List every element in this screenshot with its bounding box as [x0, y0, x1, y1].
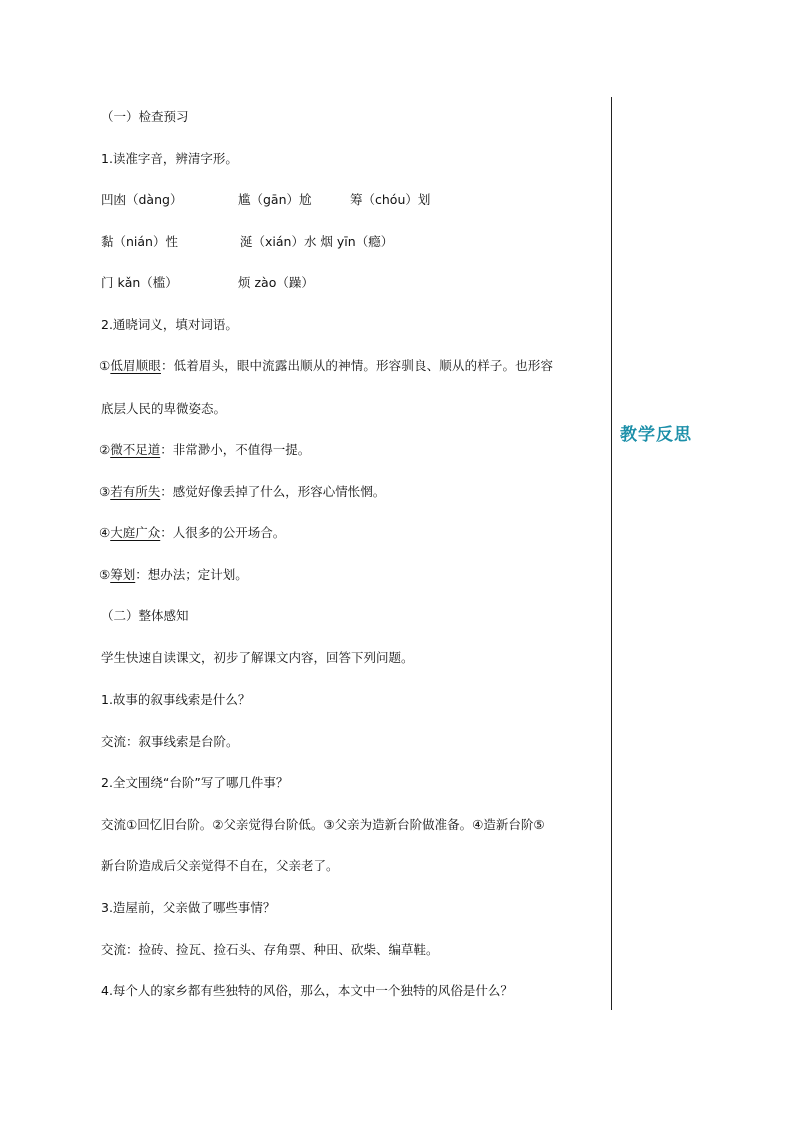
question-1: 1.读准字音，辨清字形。 — [101, 151, 238, 166]
question-1: 1.故事的叙事线索是什么？ — [101, 692, 251, 707]
pinyin-item: 筹（chóu）划 — [350, 192, 431, 207]
vocab-definition: ：非常渺小，不值得一提。 — [160, 442, 311, 457]
vocab-definition: ：低着眉头，眼中流露出顺从的神情。形容驯良、顺从的样子。也形容 — [160, 358, 554, 373]
question-4: 4.每个人的家乡都有些独特的风俗，那么，本文中一个独特的风俗是什么？ — [101, 983, 513, 998]
item-number: ⑤ — [99, 567, 111, 582]
question-3: 3.造屋前，父亲做了哪些事情？ — [101, 900, 276, 915]
vocab-item-2 — [99, 441, 310, 459]
pinyin-row-1 — [101, 191, 601, 209]
teaching-reflection-title: 教学反思 — [620, 425, 692, 445]
item-number: ② — [99, 442, 111, 457]
pinyin-item: 烦 zào（躁） — [238, 275, 314, 290]
pinyin-item: 门 kǎn（槛） — [101, 275, 178, 290]
answer-3: 交流：捡砖、捡瓦、捡石头、存角票、种田、砍柴、编草鞋。 — [101, 942, 439, 957]
vocab-item-3 — [99, 483, 385, 501]
answer-2: 交流①回忆旧台阶。②父亲觉得台阶低。③父亲为造新台阶做准备。④造新台阶⑤ — [101, 817, 545, 832]
item-number: ① — [99, 358, 111, 373]
vocab-item-1-continued: 底层人民的卑微姿态。 — [101, 401, 227, 416]
pinyin-row-3 — [101, 274, 601, 292]
answer-2-continued: 新台阶造成后父亲觉得不自在，父亲老了。 — [101, 858, 339, 873]
pinyin-row-2 — [101, 233, 601, 251]
vocab-term: 筹划 — [110, 567, 136, 582]
question-2: 2.通晓词义，填对词语。 — [101, 317, 238, 332]
answer-1: 交流：叙事线索是台阶。 — [101, 734, 239, 749]
question-2: 2.全文围绕“台阶”写了哪几件事？ — [101, 775, 289, 790]
section-heading-preview: （一）检查预习 — [101, 109, 189, 124]
pinyin-item: 黏（nián）性 — [101, 234, 178, 249]
vocab-term: 大庭广众 — [110, 525, 161, 540]
vocab-term: 低眉顺眼 — [110, 358, 161, 373]
vocab-item-1 — [99, 357, 553, 375]
vocab-definition: ：感觉好像丢掉了什么，形容心情怅惘。 — [160, 484, 386, 499]
vocab-item-4 — [99, 524, 285, 542]
pinyin-item: 凹凼（dàng） — [101, 192, 183, 207]
vocab-definition: ：人很多的公开场合。 — [160, 525, 286, 540]
pinyin-item: 涎（xián）水 烟 yīn（瘾） — [240, 234, 394, 249]
column-divider — [611, 97, 612, 1010]
pinyin-item: 尴（gān）尬 — [238, 192, 312, 207]
item-number: ④ — [99, 525, 111, 540]
vocab-item-5 — [99, 566, 248, 584]
section-heading-overview: （二）整体感知 — [101, 608, 189, 623]
instruction-text: 学生快速自读课文，初步了解课文内容，回答下列问题。 — [101, 650, 414, 665]
item-number: ③ — [99, 484, 111, 499]
vocab-term: 若有所失 — [110, 484, 161, 499]
vocab-term: 微不足道 — [110, 442, 161, 457]
vocab-definition: ：想办法；定计划。 — [135, 567, 248, 582]
